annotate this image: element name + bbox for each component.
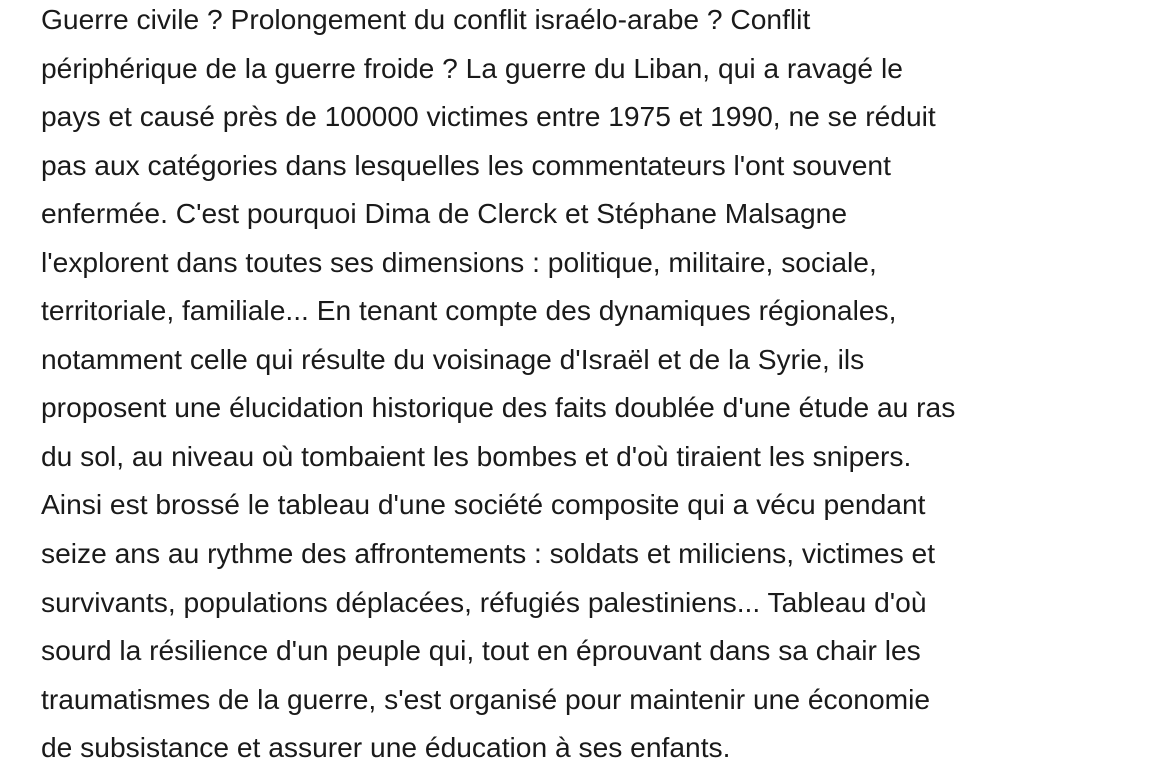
text-line: de subsistance et assurer une éducation à ses enfants.: [41, 731, 731, 764]
text-line: notamment celle qui résulte du voisinage d'Israël et de la Syrie, ils: [41, 342, 865, 375]
text-line: du sol, au niveau où tombaient les bombes et d'où tiraient les snipers.: [41, 439, 912, 472]
text-line: survivants, populations déplacées, réfugiés palestiniens... Tableau d'où: [41, 585, 927, 618]
text-line: proposent une élucidation historique des faits doublée d'une étude au ras: [41, 391, 956, 424]
text-line: pas aux catégories dans lesquelles les commentateurs l'ont souvent: [41, 148, 891, 181]
text-line: territoriale, familiale... En tenant compte des dynamiques régionales,: [41, 294, 897, 327]
text-line: Guerre civile ? Prolongement du conflit israélo-arabe ? Conflit: [41, 3, 811, 35]
text-line: sourd la résilience d'un peuple qui, tout en éprouvant dans sa chair les: [41, 634, 921, 667]
text-line: périphérique de la guerre froide ? La guerre du Liban, qui a ravagé le: [41, 51, 903, 84]
text-line: traumatismes de la guerre, s'est organisé pour maintenir une économie: [41, 682, 931, 715]
text-line: l'explorent dans toutes ses dimensions : politique, militaire, sociale,: [41, 245, 877, 278]
text-line: seize ans au rythme des affrontements : soldats et miliciens, victimes et: [41, 537, 936, 570]
book-description-text: [41, 0, 955, 772]
text-line: enfermée. C'est pourquoi Dima de Clerck et Stéphane Malsagne: [41, 197, 848, 230]
text-line: pays et causé près de 100000 victimes entre 1975 et 1990, ne se réduit: [41, 100, 936, 133]
text-line: Ainsi est brossé le tableau d'une société composite qui a vécu pendant: [41, 488, 926, 521]
